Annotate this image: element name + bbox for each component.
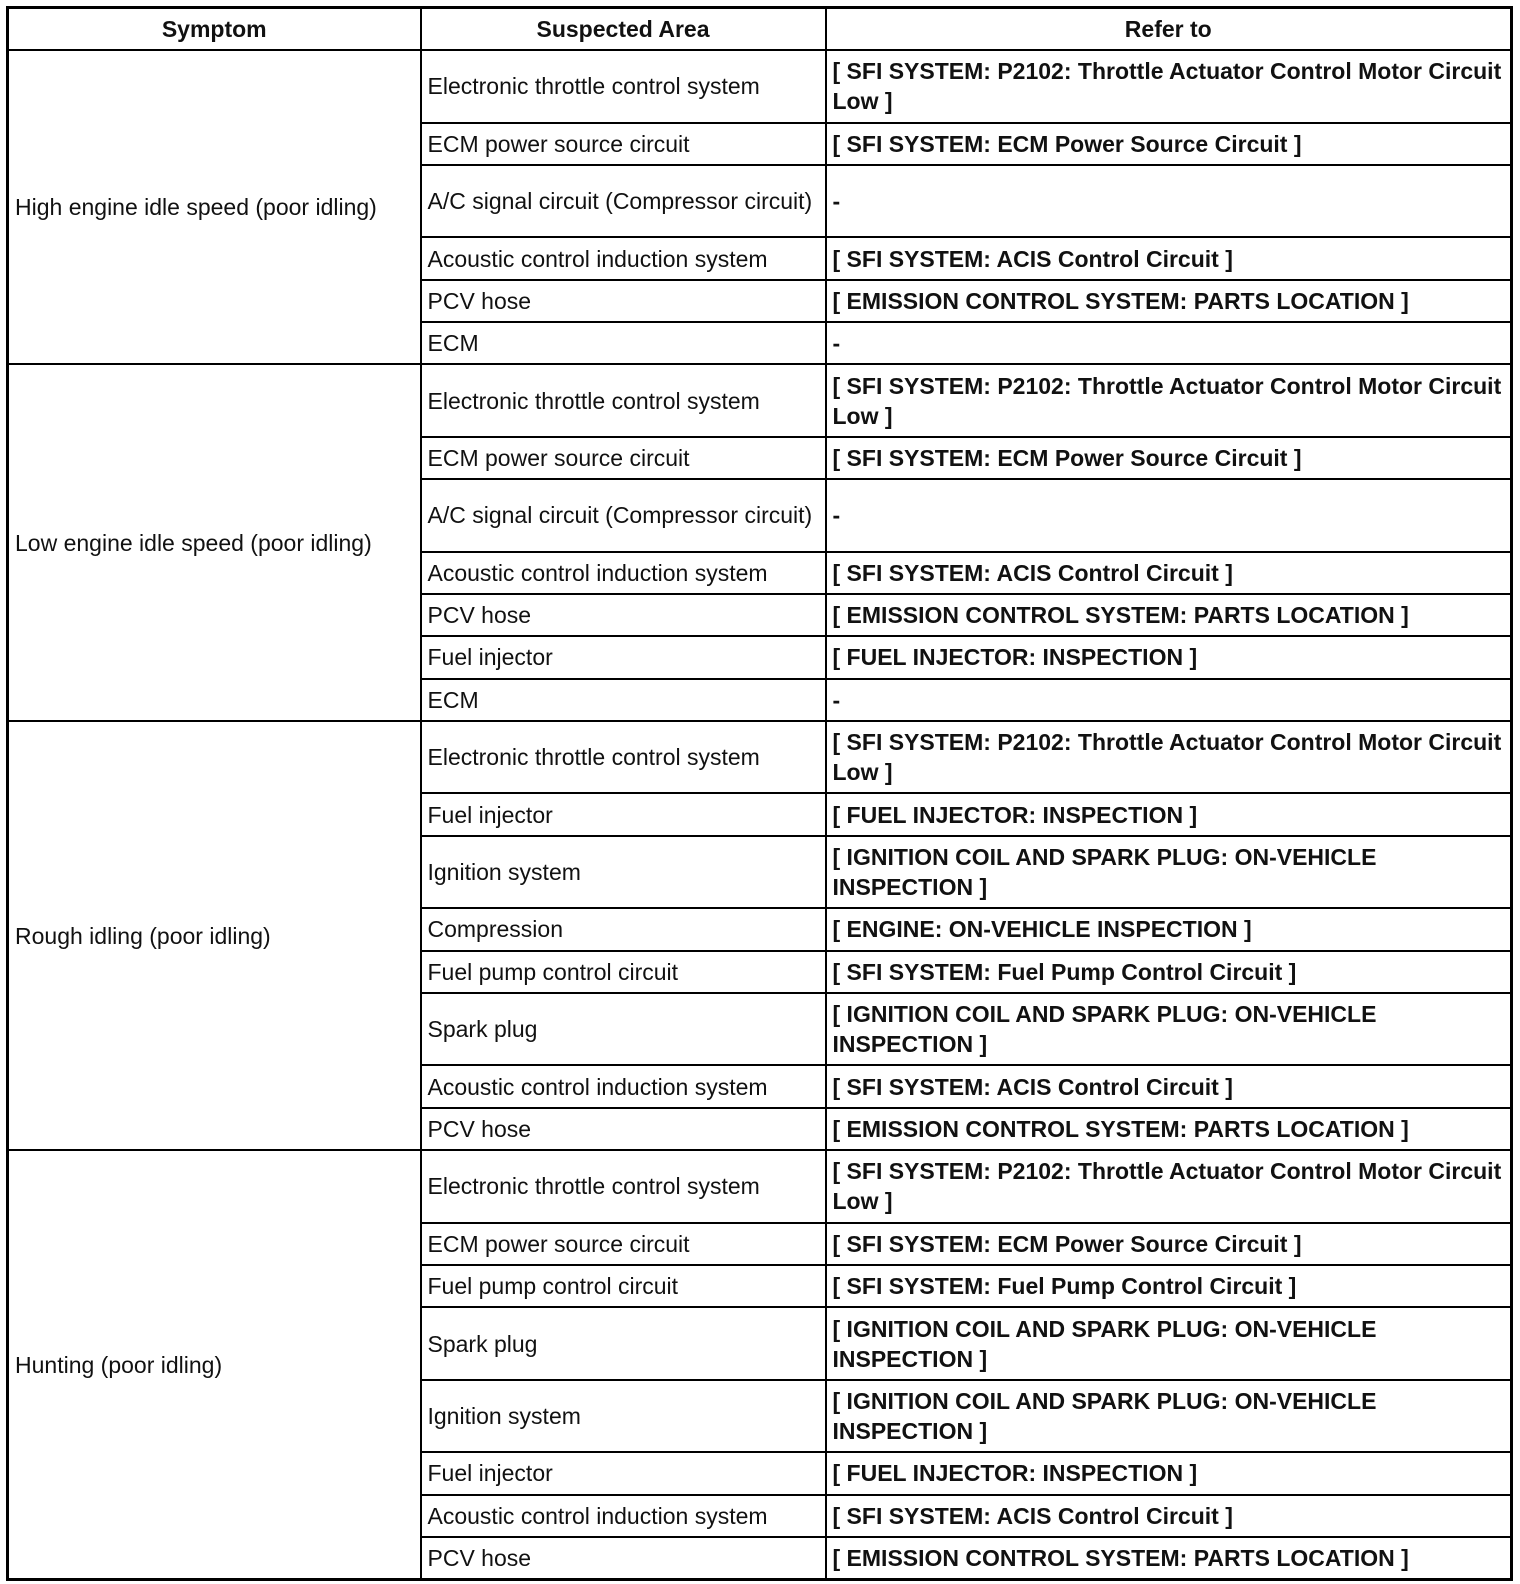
refer-to-cell: - [826, 165, 1512, 238]
refer-to-cell: [ SFI SYSTEM: P2102: Throttle Actuator Control Motor Circuit Low ] [826, 721, 1512, 794]
header-symptom: Symptom [8, 8, 421, 51]
suspected-area-cell: Spark plug [421, 1307, 826, 1380]
suspected-area-cell: Electronic throttle control system [421, 364, 826, 437]
suspected-area-cell: PCV hose [421, 594, 826, 636]
suspected-area-cell: Ignition system [421, 1380, 826, 1453]
suspected-area-cell: ECM [421, 322, 826, 364]
refer-to-cell: [ IGNITION COIL AND SPARK PLUG: ON-VEHICLE INSPECTION ] [826, 1307, 1512, 1380]
header-suspected-area: Suspected Area [421, 8, 826, 51]
suspected-area-cell: Fuel pump control circuit [421, 951, 826, 993]
symptom-cell: Hunting (poor idling) [8, 1150, 421, 1579]
refer-to-cell: [ IGNITION COIL AND SPARK PLUG: ON-VEHICLE INSPECTION ] [826, 836, 1512, 909]
symptom-cell: Low engine idle speed (poor idling) [8, 364, 421, 721]
suspected-area-cell: Electronic throttle control system [421, 1150, 826, 1223]
table-row [8, 364, 1512, 437]
suspected-area-cell: Acoustic control induction system [421, 552, 826, 594]
refer-to-cell: [ SFI SYSTEM: Fuel Pump Control Circuit ] [826, 1265, 1512, 1307]
table-header [8, 8, 1512, 51]
refer-to-cell: [ SFI SYSTEM: ACIS Control Circuit ] [826, 1065, 1512, 1107]
refer-to-cell: [ SFI SYSTEM: ECM Power Source Circuit ] [826, 437, 1512, 479]
suspected-area-cell: Spark plug [421, 993, 826, 1066]
refer-to-cell: [ EMISSION CONTROL SYSTEM: PARTS LOCATION ] [826, 1537, 1512, 1580]
refer-to-cell: [ EMISSION CONTROL SYSTEM: PARTS LOCATION ] [826, 1108, 1512, 1150]
refer-to-cell: [ SFI SYSTEM: P2102: Throttle Actuator Control Motor Circuit Low ] [826, 364, 1512, 437]
suspected-area-cell: Fuel injector [421, 636, 826, 678]
suspected-area-cell: PCV hose [421, 1537, 826, 1580]
refer-to-cell: [ SFI SYSTEM: ECM Power Source Circuit ] [826, 1223, 1512, 1265]
suspected-area-cell: Compression [421, 908, 826, 950]
symptom-cell: Rough idling (poor idling) [8, 721, 421, 1150]
refer-to-cell: [ SFI SYSTEM: ACIS Control Circuit ] [826, 237, 1512, 279]
suspected-area-cell: Ignition system [421, 836, 826, 909]
suspected-area-cell: PCV hose [421, 280, 826, 322]
suspected-area-cell: Fuel injector [421, 793, 826, 835]
refer-to-cell: [ FUEL INJECTOR: INSPECTION ] [826, 636, 1512, 678]
refer-to-cell: [ IGNITION COIL AND SPARK PLUG: ON-VEHICLE INSPECTION ] [826, 993, 1512, 1066]
refer-to-cell: [ EMISSION CONTROL SYSTEM: PARTS LOCATION ] [826, 280, 1512, 322]
refer-to-cell: [ EMISSION CONTROL SYSTEM: PARTS LOCATION ] [826, 594, 1512, 636]
refer-to-cell: - [826, 679, 1512, 721]
table-row [8, 1150, 1512, 1223]
refer-to-cell: [ SFI SYSTEM: P2102: Throttle Actuator Control Motor Circuit Low ] [826, 50, 1512, 123]
symptom-cell: High engine idle speed (poor idling) [8, 50, 421, 364]
header-row [8, 8, 1512, 51]
refer-to-cell: [ FUEL INJECTOR: INSPECTION ] [826, 1452, 1512, 1494]
refer-to-cell: [ ENGINE: ON-VEHICLE INSPECTION ] [826, 908, 1512, 950]
table-row [8, 50, 1512, 123]
suspected-area-cell: ECM [421, 679, 826, 721]
table-body [8, 50, 1512, 1580]
suspected-area-cell: Fuel pump control circuit [421, 1265, 826, 1307]
suspected-area-cell: A/C signal circuit (Compressor circuit) [421, 479, 826, 552]
refer-to-cell: [ SFI SYSTEM: ACIS Control Circuit ] [826, 552, 1512, 594]
header-refer-to: Refer to [826, 8, 1512, 51]
refer-to-cell: - [826, 479, 1512, 552]
suspected-area-cell: ECM power source circuit [421, 437, 826, 479]
suspected-area-cell: Electronic throttle control system [421, 721, 826, 794]
refer-to-cell: [ SFI SYSTEM: ECM Power Source Circuit ] [826, 123, 1512, 165]
refer-to-cell: [ SFI SYSTEM: P2102: Throttle Actuator Control Motor Circuit Low ] [826, 1150, 1512, 1223]
suspected-area-cell: Acoustic control induction system [421, 237, 826, 279]
suspected-area-cell: Electronic throttle control system [421, 50, 826, 123]
refer-to-cell: [ SFI SYSTEM: ACIS Control Circuit ] [826, 1495, 1512, 1537]
suspected-area-cell: Acoustic control induction system [421, 1495, 826, 1537]
refer-to-cell: - [826, 322, 1512, 364]
suspected-area-cell: ECM power source circuit [421, 1223, 826, 1265]
table-row [8, 721, 1512, 794]
suspected-area-cell: A/C signal circuit (Compressor circuit) [421, 165, 826, 238]
refer-to-cell: [ IGNITION COIL AND SPARK PLUG: ON-VEHICLE INSPECTION ] [826, 1380, 1512, 1453]
symptom-table [6, 6, 1513, 1581]
refer-to-cell: [ FUEL INJECTOR: INSPECTION ] [826, 793, 1512, 835]
suspected-area-cell: ECM power source circuit [421, 123, 826, 165]
suspected-area-cell: Acoustic control induction system [421, 1065, 826, 1107]
suspected-area-cell: PCV hose [421, 1108, 826, 1150]
refer-to-cell: [ SFI SYSTEM: Fuel Pump Control Circuit ] [826, 951, 1512, 993]
suspected-area-cell: Fuel injector [421, 1452, 826, 1494]
